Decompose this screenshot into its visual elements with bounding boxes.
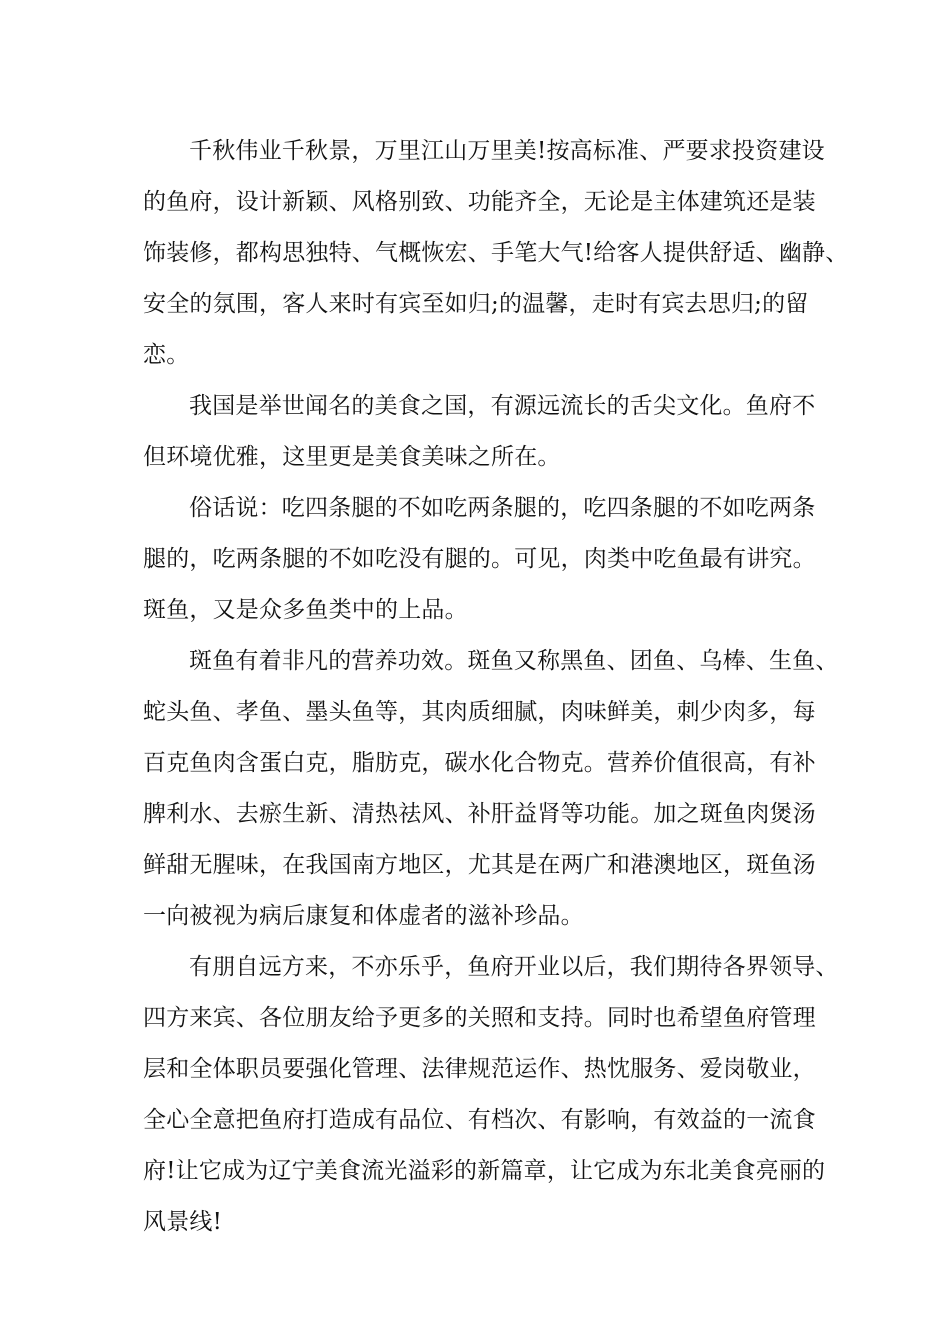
text-line: 有朋自远方来，不亦乐乎，鱼府开业以后，我们期待各界领导、 xyxy=(189,954,839,980)
text-line: 府!让它成为辽宁美食流光溢彩的新篇章，让它成为东北美食亮丽的 xyxy=(143,1158,826,1184)
text-line: 层和全体职员要强化管理、法律规范运作、热忱服务、爱岗敬业， xyxy=(143,1056,816,1082)
text-line: 斑鱼，又是众多鱼类中的上品。 xyxy=(143,597,468,623)
paragraph-4 xyxy=(143,636,839,942)
text-line: 鲜甜无腥味，在我国南方地区，尤其是在两广和港澳地区，斑鱼汤 xyxy=(143,852,816,878)
text-line: 百克鱼肉含蛋白克，脂肪克，碳水化合物克。营养价值很高，有补 xyxy=(143,750,816,776)
text-line: 千秋伟业千秋景，万里江山万里美!按高标准、严要求投资建设 xyxy=(189,138,825,164)
text-line: 俗话说：吃四条腿的不如吃两条腿的，吃四条腿的不如吃两条 xyxy=(189,495,816,521)
text-line: 饰装修，都构思独特、气概恢宏、手笔大气!给客人提供舒适、幽静、 xyxy=(143,240,849,266)
document-body xyxy=(143,126,849,1248)
text-line: 脾利水、去瘀生新、清热祛风、补肝益肾等功能。加之斑鱼肉煲汤 xyxy=(143,801,816,827)
text-line: 风景线! xyxy=(143,1209,223,1235)
text-line: 我国是举世闻名的美食之国，有源远流长的舌尖文化。鱼府不 xyxy=(189,393,816,419)
text-line: 蛇头鱼、孝鱼、墨头鱼等，其肉质细腻，肉味鲜美，刺少肉多，每 xyxy=(143,699,816,725)
text-line: 的鱼府，设计新颖、风格别致、功能齐全，无论是主体建筑还是装 xyxy=(143,189,816,215)
paragraph-5 xyxy=(143,942,839,1248)
paragraph-2 xyxy=(143,381,833,483)
text-line: 但环境优雅，这里更是美食美味之所在。 xyxy=(143,444,561,470)
text-line: 安全的氛围，客人来时有宾至如归;的温馨，走时有宾去思归;的留 xyxy=(143,291,809,317)
paragraph-3 xyxy=(143,483,833,636)
paragraph-1 xyxy=(143,126,849,381)
text-line: 全心全意把鱼府打造成有品位、有档次、有影响，有效益的一流食 xyxy=(143,1107,816,1133)
text-line: 恋。 xyxy=(143,342,190,368)
text-line: 腿的，吃两条腿的不如吃没有腿的。可见，肉类中吃鱼最有讲究。 xyxy=(143,546,816,572)
text-line: 一向被视为病后康复和体虚者的滋补珍品。 xyxy=(143,903,584,929)
text-line: 斑鱼有着非凡的营养功效。斑鱼又称黑鱼、团鱼、乌棒、生鱼、 xyxy=(189,648,839,674)
text-line: 四方来宾、各位朋友给予更多的关照和支持。同时也希望鱼府管理 xyxy=(143,1005,816,1031)
